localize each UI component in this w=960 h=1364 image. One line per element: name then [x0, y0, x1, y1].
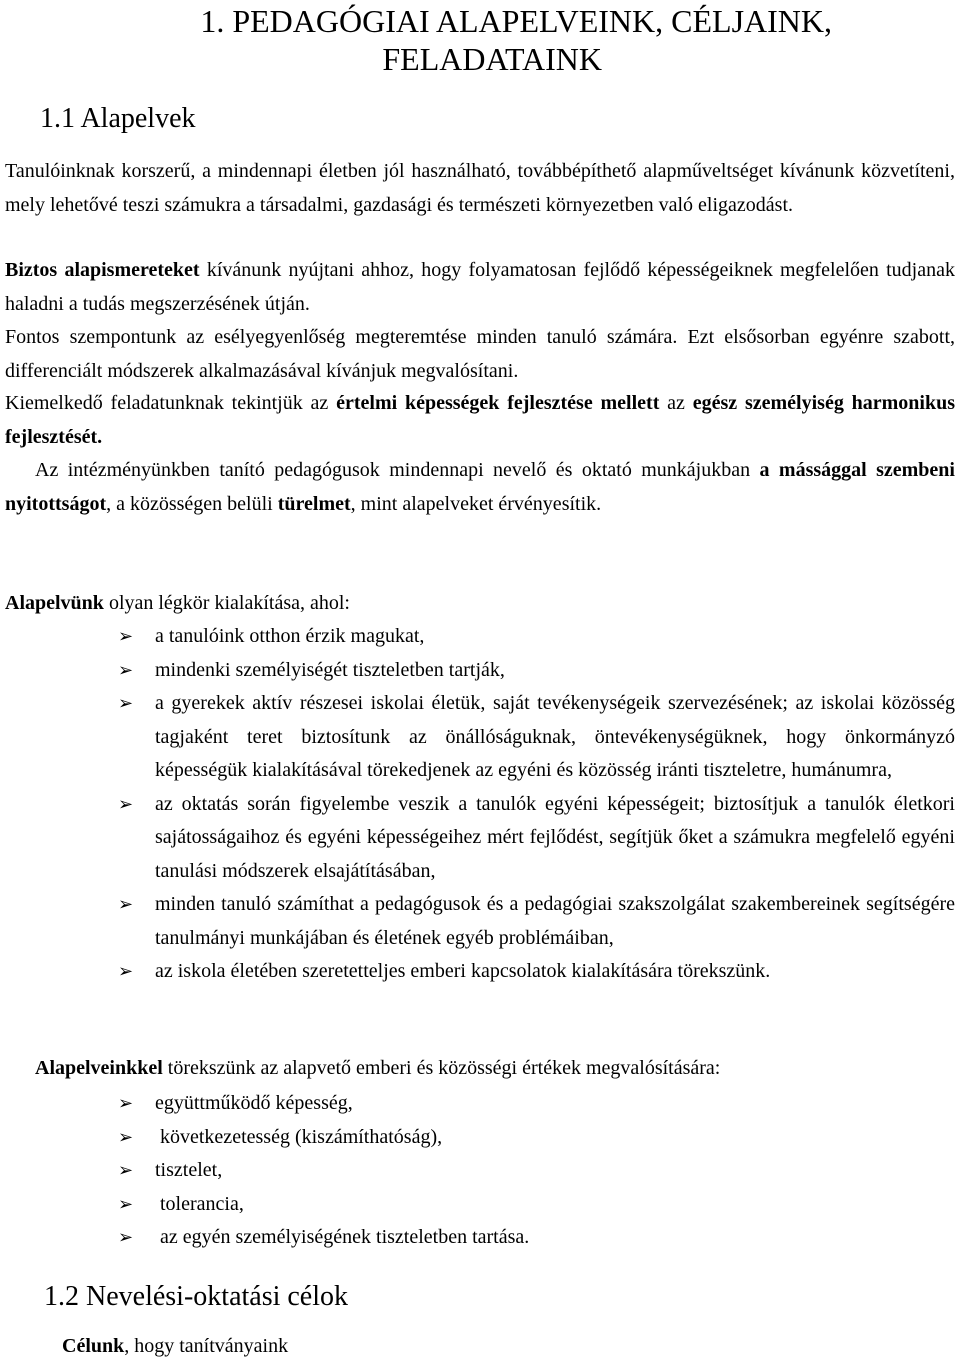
arrow-bullet-icon: ➢: [118, 626, 134, 647]
principles-list: [118, 620, 955, 989]
list-item-text: tisztelet,: [155, 1159, 223, 1181]
values-list: [118, 1087, 955, 1255]
list-item: [118, 687, 955, 788]
list-item: [118, 1087, 955, 1121]
arrow-bullet-icon: ➢: [118, 1193, 134, 1215]
list-item-text: együttműködő képesség,: [155, 1092, 353, 1114]
paragraph-eselyegyenloseg: Fontos szempontunk az esélyegyenlőség megteremtése minden tanuló számára. Ezt elsősorban egyénre szabott, differenciált módszerek alkalmazásával kívánjuk megvalósítani.: [5, 326, 955, 382]
arrow-bullet-icon: ➢: [118, 1160, 134, 1181]
arrow-bullet-icon: ➢: [118, 1227, 134, 1248]
paragraph-text: , a közösségen belüli: [106, 492, 278, 515]
list-item: [118, 620, 955, 654]
bold-term: értelmi képességek fejlesztése mellett: [336, 392, 660, 414]
list-item: [118, 955, 955, 989]
paragraph-text: olyan légkör kialakítása, ahol:: [103, 592, 350, 614]
paragraph-pedagogusok: [5, 454, 955, 521]
list-item: [118, 1221, 955, 1255]
bold-term: Célunk: [62, 1335, 125, 1357]
bold-term: türelmet: [277, 492, 351, 515]
chapter-title-line-2: FELADATAINK: [382, 41, 602, 77]
arrow-bullet-icon: ➢: [118, 894, 134, 915]
paragraph-text: Az intézményünkben tanító pedagógusok mindennapi nevelő és oktató munkájukban: [35, 459, 760, 481]
paragraph-text: kívánunk nyújtani ahhoz, hogy folyamatosan fejlődő képességeiknek megfelelően tudjanak haladni a tudás megszerzésének útján.: [5, 259, 955, 315]
bold-term: a mássággal szembeni nyitottságot: [5, 459, 955, 515]
arrow-bullet-icon: ➢: [118, 1093, 134, 1114]
paragraph-text: , hogy tanítványaink: [124, 1335, 289, 1357]
chapter-title: [0, 2, 960, 78]
list-item-text: a gyerekek aktív részesei iskolai életük, saját tevékenységeik szervezésének; az iskolai közösség tagjaként teret biztosítunk az önállóságuknak, öntevékenységüknek, hogy önkormányzó képességük kialakításával törekedjenek az egyéni és közösség iránti tiszteletre, humánumra,: [155, 692, 955, 781]
paragraph-text: Kiemelkedő feladatunknak tekintjük az: [5, 392, 337, 414]
list-item-text: minden tanuló számíthat a pedagógusok és a pedagógiai szakszolgálat szakembereinek segítségére tanulmányi munkájában és életének egyéb problémáiban,: [155, 893, 955, 949]
arrow-bullet-icon: ➢: [118, 693, 134, 714]
list-item: [118, 1188, 955, 1222]
bold-term: Alapelveinkkel: [35, 1057, 163, 1079]
paragraph-text: az: [659, 392, 693, 414]
list-item-text: következetesség (kiszámíthatóság),: [155, 1125, 443, 1148]
section-title-alapelvek: 1.1 Alapelvek: [40, 103, 196, 134]
arrow-bullet-icon: ➢: [118, 961, 134, 982]
section-title-celok: 1.2 Nevelési-oktatási célok: [44, 1281, 349, 1312]
list-item: [118, 788, 955, 889]
list-item-text: az oktatás során figyelembe veszik a tanulók egyéni képességeit; biztosítjuk a tanulók életkori sajátosságaihoz és egyéni képességeihez mért fejlődést, segítjük őket a számukra megfelelő egyéni tanulási módszerek elsajátításában,: [155, 792, 955, 882]
paragraph-intro: Tanulóinknak korszerű, a mindennapi életben jól használható, továbbépíthető alapműveltséget kívánunk közvetíteni, mely lehetővé teszi számukra a társadalmi, gazdasági és természeti környezetben való eligazodást.: [5, 160, 955, 216]
bold-term: Biztos alapismereteket: [5, 259, 200, 281]
arrow-bullet-icon: ➢: [118, 659, 134, 681]
paragraph-text: , mint alapelveket érvényesítik.: [350, 492, 602, 515]
bold-term: Alapelvünk: [5, 592, 104, 614]
list-item: [118, 1154, 955, 1188]
list-item: [118, 1121, 955, 1155]
paragraph-alapelveinkkel: [35, 1052, 955, 1086]
paragraph-text: törekszünk az alapvető emberi és közösségi értékek megvalósítására:: [162, 1057, 721, 1079]
paragraph-celunk: [62, 1330, 942, 1364]
arrow-bullet-icon: ➢: [118, 793, 134, 815]
list-item: [118, 654, 955, 688]
list-item-text: a tanulóink otthon érzik magukat,: [155, 625, 425, 647]
list-item-text: mindenki személyiségét tiszteletben tartják,: [155, 658, 505, 681]
list-item-text: az egyén személyiségének tiszteletben tartása.: [155, 1226, 530, 1248]
chapter-title-line-1: 1. PEDAGÓGIAI ALAPELVEINK, CÉLJAINK,: [200, 3, 832, 39]
list-item-text: az iskola életében szeretetteljes emberi kapcsolatok kialakítására törekszünk.: [155, 960, 771, 982]
arrow-bullet-icon: ➢: [118, 1126, 134, 1148]
list-item-text: tolerancia,: [155, 1192, 244, 1215]
paragraph-alapelvunk: [5, 587, 955, 621]
bold-term: egész személyiség harmonikus fejlesztését.: [5, 392, 955, 448]
list-item: [118, 888, 955, 955]
paragraph-kiemelkedo-feladat: [5, 387, 955, 454]
paragraph-alapismeretek: [5, 254, 955, 321]
